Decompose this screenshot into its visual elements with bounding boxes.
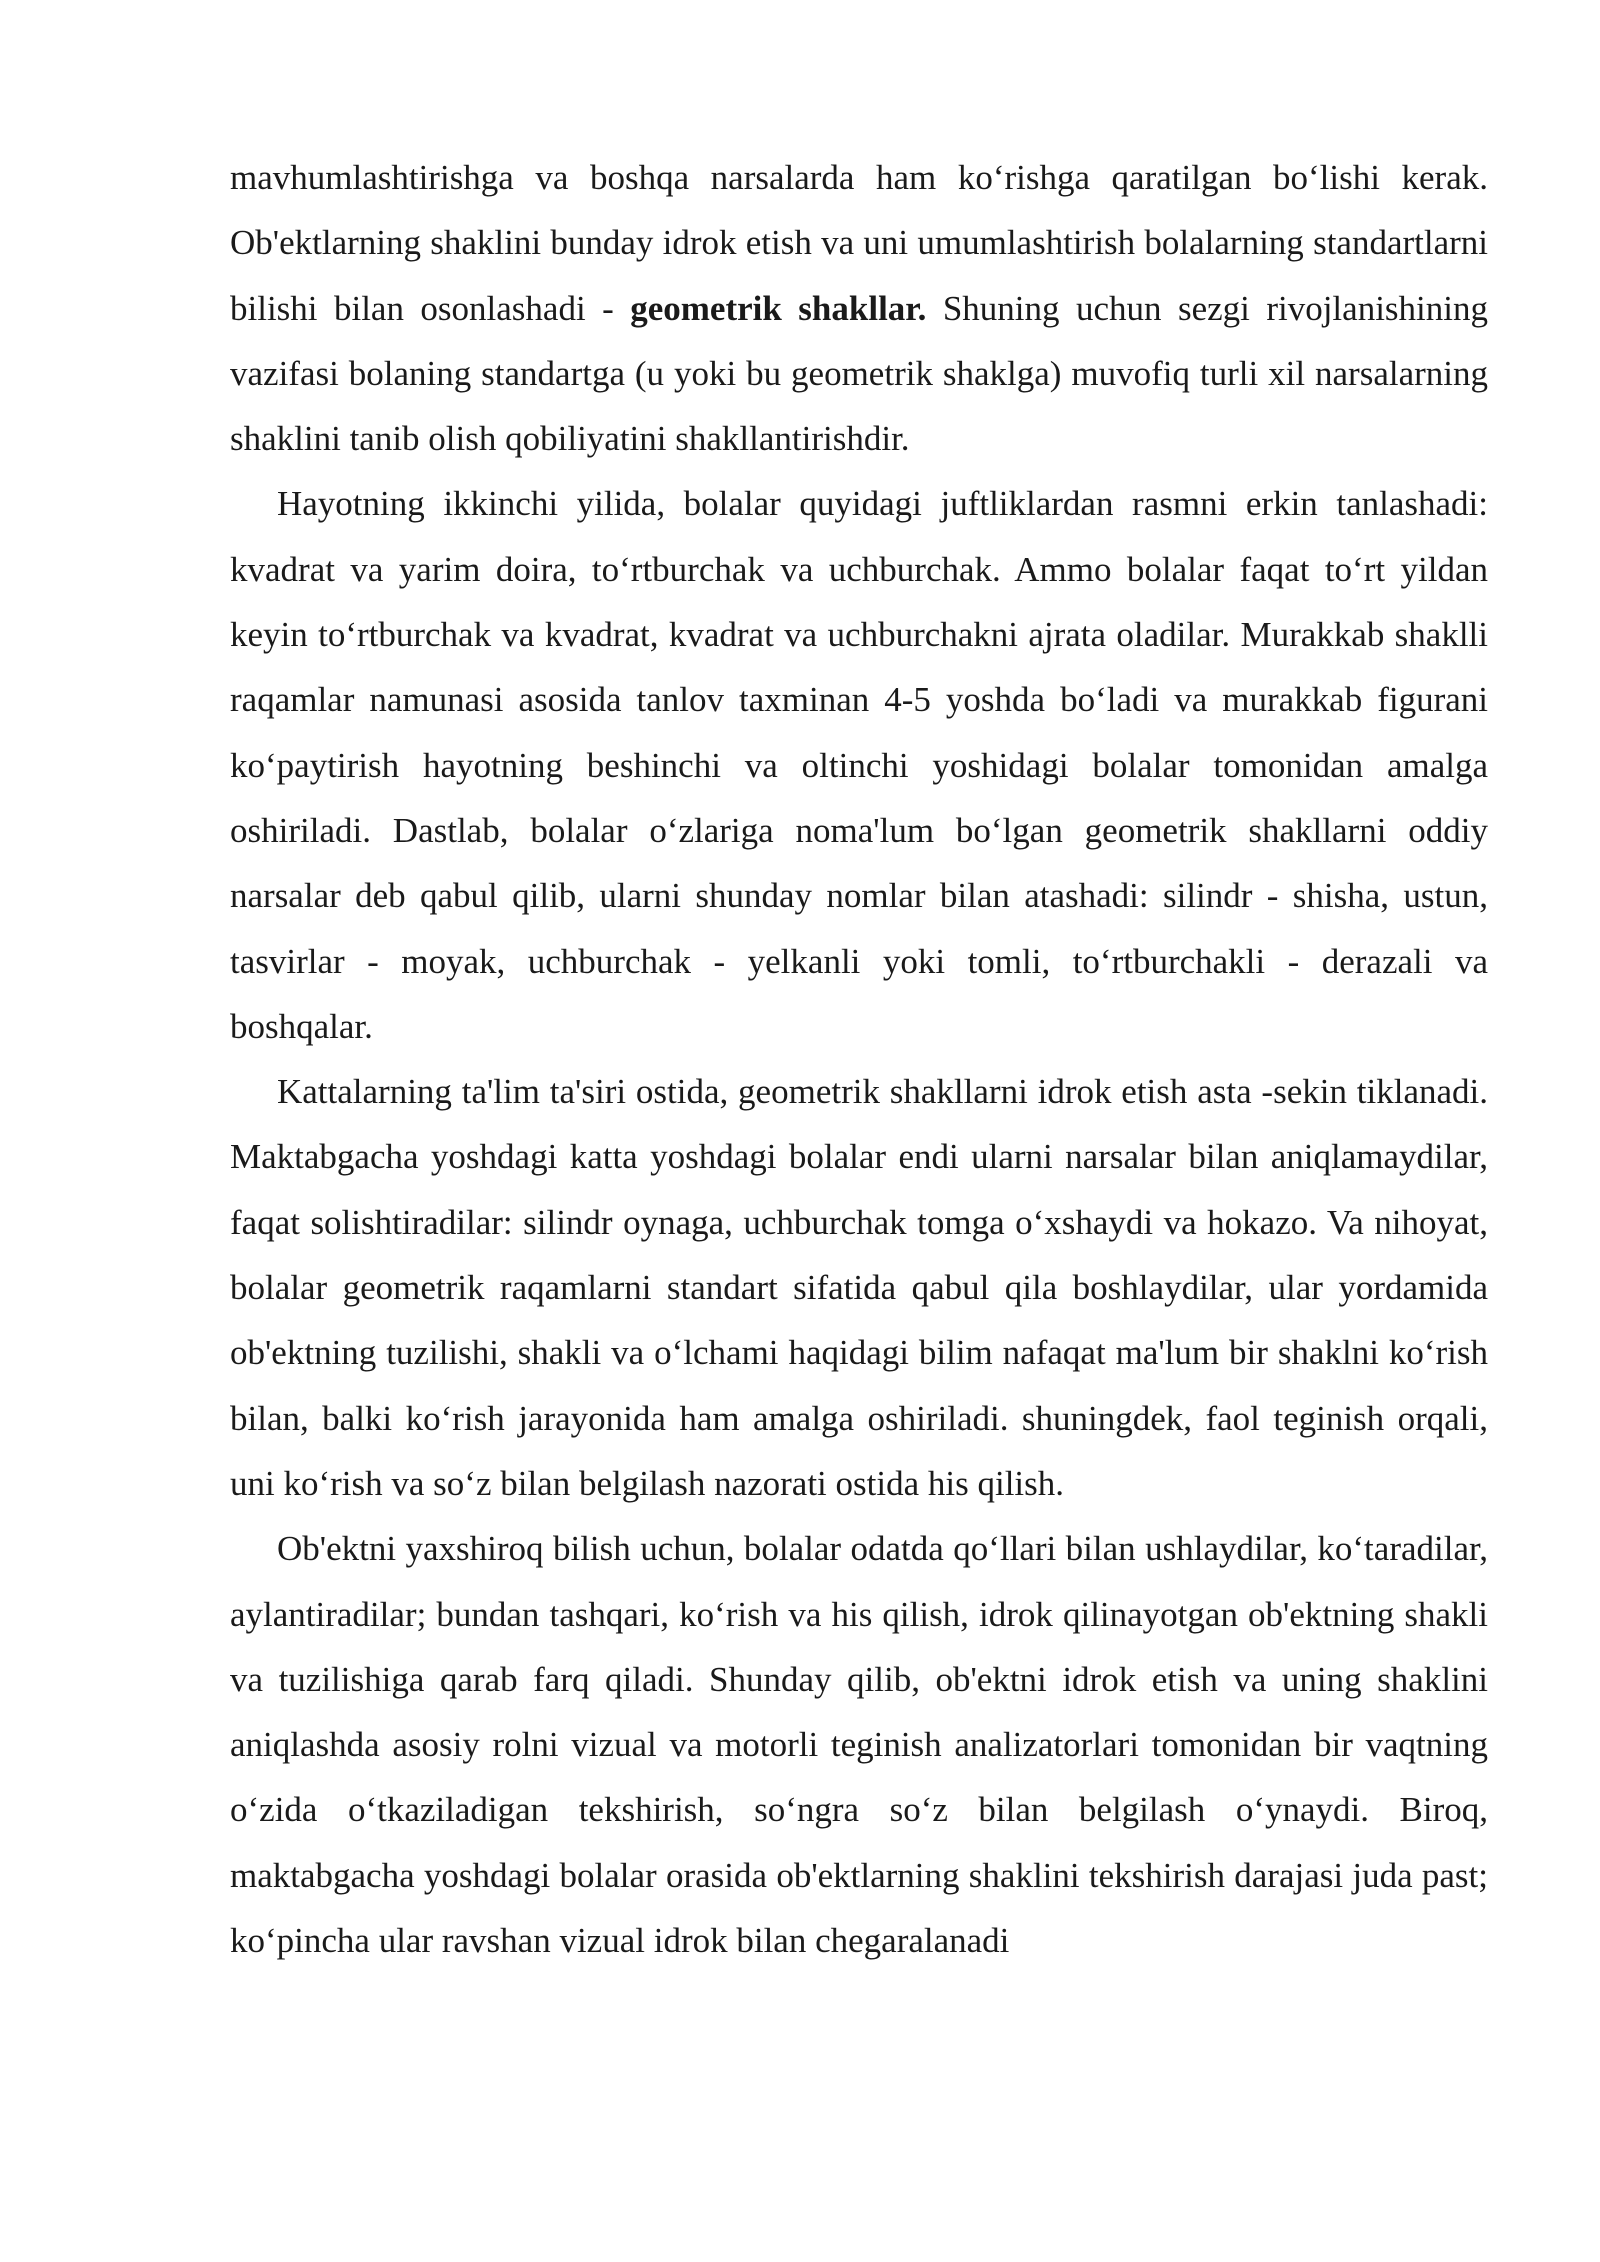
paragraph-4	[230, 1516, 1488, 1973]
paragraph-1-bold-term: geometrik shakllar.	[630, 288, 927, 328]
paragraph-3-text: Kattalarning ta'lim ta'siri ostida, geometrik shakllarni idrok etish asta -sekin tiklanadi. Maktabgacha yoshdagi katta yoshdagi bolalar endi ularni narsalar bilan aniqlamaydilar, faqat solishtiradilar: silindr oynaga, uchburchak tomga o‘xshaydi va hokazo. Va nihoyat, bolalar geometrik raqamlarni standart sifatida qabul qila boshlaydilar, ular yordamida ob'ektning tuzilishi, shakli va o‘lchami haqidagi bilim nafaqat ma'lum bir shaklni ko‘rish bilan, balki ko‘rish jarayonida ham amalga oshiriladi. shuningdek, faol teginish orqali, uni ko‘rish va so‘z bilan belgilash nazorati ostida his qilish.	[230, 1072, 1488, 1503]
paragraph-1-text-b: Shuning uchun sezgi rivojlanishining vazifasi bolaning standartga (u yoki bu geometrik shaklga) muvofiq turli xil narsalarning shaklini tanib olish qobiliyatini shakllantirishdir.	[230, 288, 1488, 459]
paragraph-1	[230, 145, 1488, 471]
body-text	[230, 145, 1488, 1973]
paragraph-4-text: Ob'ektni yaxshiroq bilish uchun, bolalar odatda qo‘llari bilan ushlaydilar, ko‘taradilar, aylantiradilar; bundan tashqari, ko‘rish va his qilish, idrok qilinayotgan ob'ektning shakli va tuzilishiga qarab farq qiladi. Shunday qilib, ob'ektni idrok etish va uning shaklini aniqlashda asosiy rolni vizual va motorli teginish analizatorlari tomonidan bir vaqtning o‘zida o‘tkaziladigan tekshirish, so‘ngra so‘z bilan belgilash o‘ynaydi. Biroq, maktabgacha yoshdagi bolalar orasida ob'ektlarning shaklini tekshirish darajasi juda past; ko‘pincha ular ravshan vizual idrok bilan chegaralanadi	[230, 1529, 1488, 1961]
paragraph-1-text-a: mavhumlashtirishga va boshqa narsalarda ham ko‘rishga qaratilgan bo‘lishi kerak. Ob'ektlarning shaklini bunday idrok etish va uni umumlashtirish bolalarning standartlarni bilishi bilan osonlashadi -	[230, 158, 1488, 328]
paragraph-3	[230, 1059, 1488, 1516]
paragraph-2-text: Hayotning ikkinchi yilida, bolalar quyidagi juftliklardan rasmni erkin tanlashadi: kvadrat va yarim doira, to‘rtburchak va uchburchak. Ammo bolalar faqat to‘rt yildan keyin to‘rtburchak va kvadrat, kvadrat va uchburchakni ajrata oladilar. Murakkab shaklli raqamlar namunasi asosida tanlov taxminan 4-5 yoshda bo‘ladi va murakkab figurani ko‘paytirish hayotning beshinchi va oltinchi yoshidagi bolalar tomonidan amalga oshiriladi. Dastlab, bolalar o‘zlariga noma'lum bo‘lgan geometrik shakllarni oddiy narsalar deb qabul qilib, ularni shunday nomlar bilan atashadi: silindr - shisha, ustun, tasvirlar - moyak, uchburchak - yelkanli yoki tomli, to‘rtburchakli - derazali va boshqalar.	[230, 484, 1488, 1046]
paragraph-2	[230, 471, 1488, 1059]
